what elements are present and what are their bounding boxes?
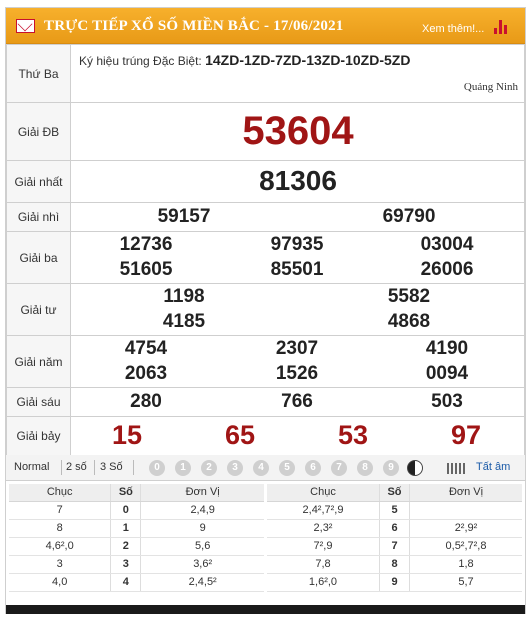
so-cell: 6 [380,519,410,537]
so-cell: 3 [111,555,141,573]
digit-ball-button[interactable]: 6 [305,460,321,476]
don-vi-cell [410,501,523,519]
prize-number: 51605 [119,259,173,280]
prize-label-bay: Giải bảy [7,417,71,456]
mail-icon[interactable] [16,19,35,33]
prize-number: 2307 [275,338,319,359]
digit-ball-button[interactable]: 3 [227,460,243,476]
mode-2-digit-button[interactable]: 2 số [66,461,87,473]
digit-ball-button[interactable]: 9 [383,460,399,476]
digit-ball-button[interactable]: 1 [175,460,191,476]
prize-number: 26006 [420,259,474,280]
digit-ball-button[interactable]: 8 [357,460,373,476]
col-header-don-vi: Đơn Vị [141,484,264,501]
all-sound-toggle[interactable]: Tất âm [476,461,511,473]
day-label: Thứ Ba [7,45,71,103]
don-vi-cell: 9 [141,519,264,537]
prize-number: 97935 [270,234,324,255]
digit-ball-button[interactable]: 4 [253,460,269,476]
mode-3-digit-button[interactable]: 3 Số [100,461,123,473]
chuc-cell: 7²,9 [267,537,380,555]
province-name: Quảng Ninh [463,81,518,93]
bottom-bar [6,605,525,614]
prize-number: 4868 [387,311,431,332]
don-vi-cell: 5,7 [410,573,523,591]
so-cell: 8 [380,555,410,573]
loto-row [267,501,522,519]
chuc-cell: 7 [9,501,111,519]
symbol-label: Ký hiệu trúng Đặc Biệt: [79,54,202,68]
lottery-results-widget [5,7,526,614]
prize-number: 97 [450,420,482,450]
prize-nhat-cell [71,161,525,203]
prize-number: 280 [130,391,162,412]
so-cell: 7 [380,537,410,555]
speaker-icon[interactable] [447,463,469,474]
prize-number: 15 [111,420,143,450]
so-cell: 0 [111,501,141,519]
divider [94,460,95,475]
so-cell: 5 [380,501,410,519]
divider [61,460,62,475]
prize-nhat-number: 81306 [259,165,337,196]
prize-sau-cell [71,388,525,417]
prize-number: 4185 [162,311,206,332]
don-vi-cell: 2²,9² [410,519,523,537]
see-more-link[interactable]: Xem thêm!... [422,23,485,35]
loto-row [267,555,522,573]
so-cell: 9 [380,573,410,591]
col-header-don-vi: Đơn Vị [410,484,523,501]
prize-label-nam: Giải năm [7,336,71,388]
prize-label-nhi: Giải nhì [7,203,71,232]
chuc-cell: 2,4²,7²,9 [267,501,380,519]
loto-table-right [267,484,522,592]
chuc-cell: 2,3² [267,519,380,537]
prize-number: 65 [224,420,256,450]
prize-label-nhat: Giải nhất [7,161,71,203]
don-vi-cell: 0,5²,7²,8 [410,537,523,555]
prize-number: 5582 [387,286,431,307]
col-header-so: Số [380,484,410,501]
loto-row [267,573,522,591]
prize-nhi-cell [71,203,525,232]
symbol-cell [71,45,525,103]
chuc-cell: 8 [9,519,111,537]
prize-number: 766 [281,391,313,412]
results-table [6,44,525,456]
bar-chart-icon[interactable] [493,20,509,34]
prize-number: 4754 [124,338,168,359]
digit-ball-button[interactable]: 5 [279,460,295,476]
symbol-code: 14ZD-1ZD-7ZD-13ZD-10ZD-5ZD [205,52,411,68]
don-vi-cell: 1,8 [410,555,523,573]
prize-tu-cell [71,284,525,336]
so-cell: 1 [111,519,141,537]
digit-ball-button[interactable]: 0 [149,460,165,476]
don-vi-cell: 3,6² [141,555,264,573]
don-vi-cell: 2,4,9 [141,501,264,519]
prize-number: 1198 [163,286,205,307]
so-cell: 2 [111,537,141,555]
prize-number: 59157 [157,206,211,227]
prize-number: 12736 [119,234,173,255]
chuc-cell: 4,6²,0 [9,537,111,555]
col-header-chuc: Chục [267,484,380,501]
loto-row [267,537,522,555]
symbol-line [79,52,410,68]
prize-number: 4190 [425,338,469,359]
prize-number: 53 [337,420,369,450]
divider [133,460,134,475]
loto-row [9,501,264,519]
widget-title: TRỰC TIẾP XỔ SỐ MIỀN BẮC - 17/06/2021 [44,18,344,34]
header-bar [6,8,525,44]
prize-label-tu: Giải tư [7,284,71,336]
loto-table-left [9,484,264,592]
display-toolbar [6,455,525,481]
prize-number: 0094 [425,363,469,384]
don-vi-cell: 5,6 [141,537,264,555]
digit-ball-button[interactable]: 2 [201,460,217,476]
yin-yang-icon[interactable] [407,460,423,476]
so-cell: 4 [111,573,141,591]
prize-number: 2063 [124,363,168,384]
chuc-cell: 3 [9,555,111,573]
chuc-cell: 1,6²,0 [267,573,380,591]
mode-normal-button[interactable]: Normal [14,461,50,473]
chuc-cell: 7,8 [267,555,380,573]
loto-row [9,573,264,591]
loto-row [9,555,264,573]
prize-number: 503 [431,391,463,412]
prize-ba-cell [71,232,525,284]
prize-number: 69790 [382,206,436,227]
loto-row [9,519,264,537]
prize-number: 1526 [275,363,319,384]
don-vi-cell: 2,4,5² [141,573,264,591]
prize-number: 85501 [270,259,324,280]
prize-db-number: 53604 [242,109,354,153]
prize-db-cell [71,103,525,161]
loto-row [9,537,264,555]
col-header-chuc: Chục [9,484,111,501]
prize-bay-cell [71,417,525,456]
col-header-so: Số [111,484,141,501]
digit-ball-button[interactable]: 7 [331,460,347,476]
prize-label-db: Giải ĐB [7,103,71,161]
prize-label-sau: Giải sáu [7,388,71,417]
prize-number: 03004 [420,234,474,255]
prize-label-ba: Giải ba [7,232,71,284]
chuc-cell: 4,0 [9,573,111,591]
prize-nam-cell [71,336,525,388]
loto-row [267,519,522,537]
